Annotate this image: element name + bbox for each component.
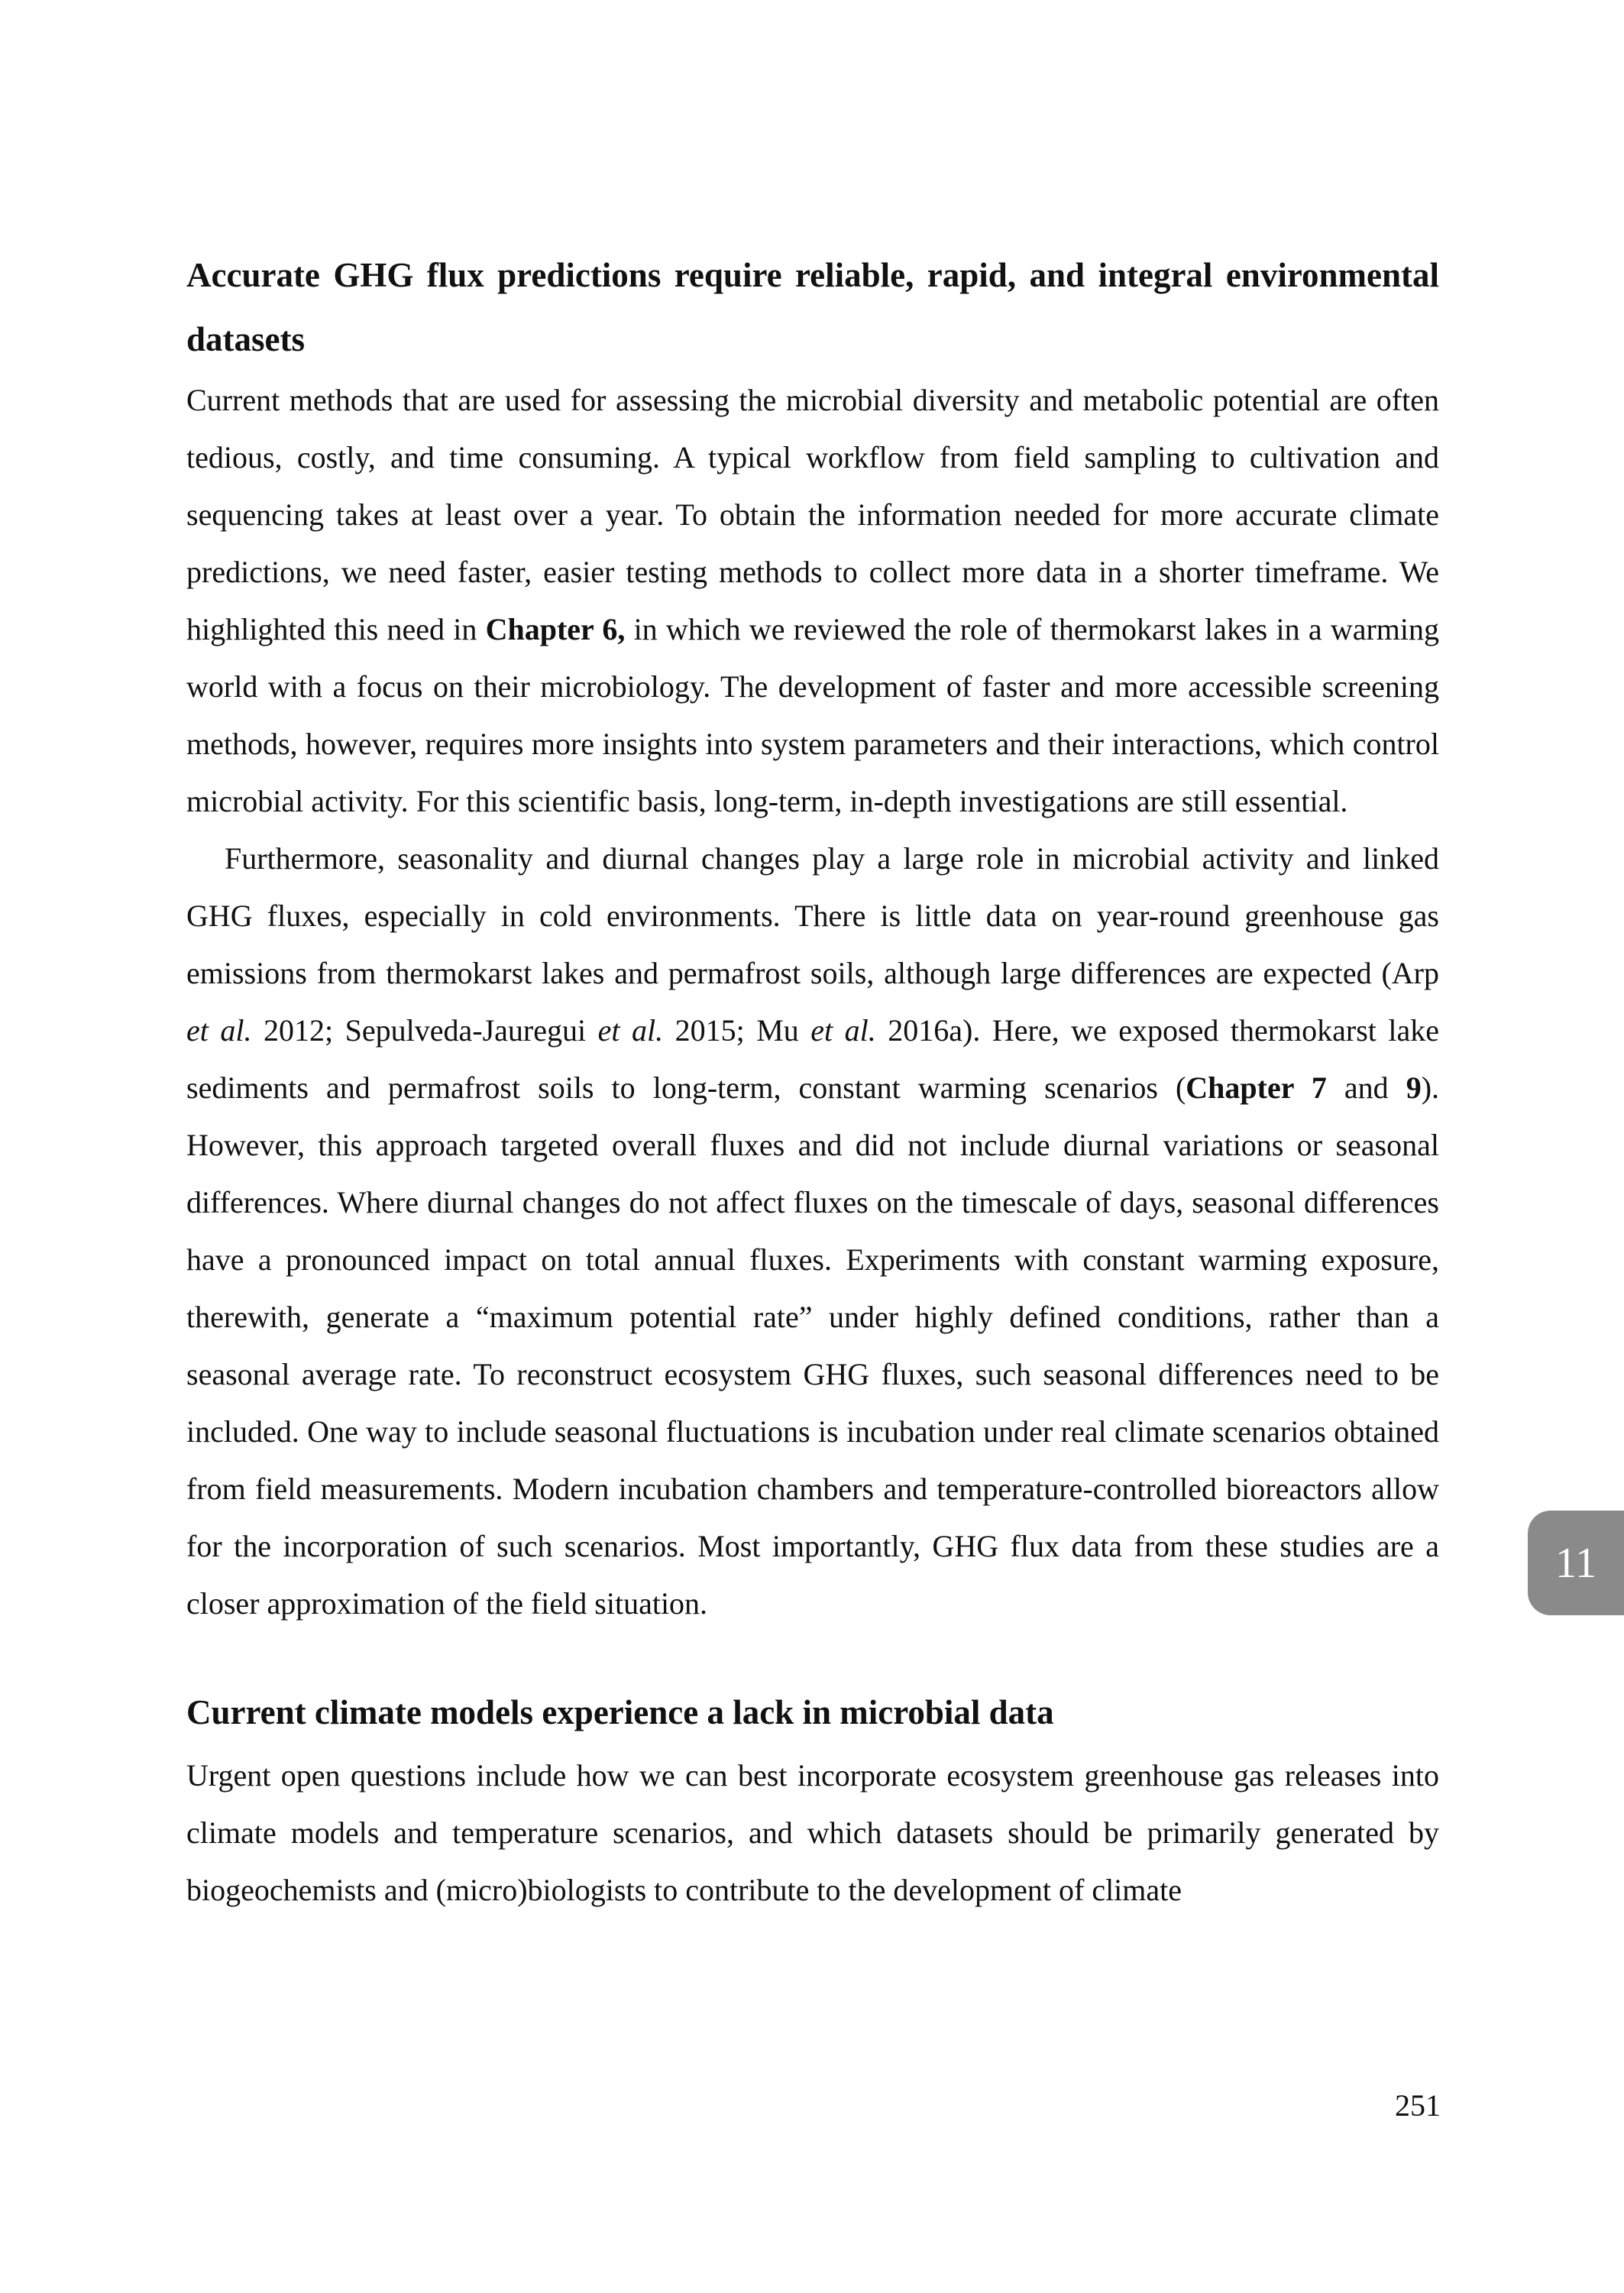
paragraph-text: 2015; Mu xyxy=(663,1013,811,1048)
paragraph-text: and xyxy=(1326,1070,1406,1105)
paragraph-text: ). However, this approach targeted overall fluxes and did not include diurnal variations or seasonal differences. Where diurnal changes do not affect fluxes on the timescale of days, seasonal differences have a pronounced impact on total annual fluxes. Experiments with constant warming exposure, therewith, generate a “maximum potential rate” under highly defined conditions, rather than a seasonal average rate. To reconstruct ecosystem GHG fluxes, such seasonal differences need to be included. One way to include seasonal fluctuations is incubation under real climate scenarios obtained from field measurements. Modern incubation chambers and temperature-controlled bioreactors allow for the incorporation of such scenarios. Most importantly, GHG flux data from these studies are a closer approximation of the field situation. xyxy=(186,1070,1440,1621)
citation-etal: et al. xyxy=(810,1013,876,1048)
chapter-reference: Chapter 7 xyxy=(1186,1070,1327,1105)
paragraph xyxy=(186,371,1439,830)
paragraph: Urgent open questions include how we can best incorporate ecosystem greenhouse gas releases into climate models and temperature scenarios, and which datasets should be primarily generated by biogeochemists and (micro)biologists to contribute to the development of climate xyxy=(186,1758,1439,1907)
page-number: 251 xyxy=(1395,2088,1441,2123)
paragraph-text: 2016a). Here, we exposed thermokarst lake sediments and permafrost soils to long-term, constant warming scenarios ( xyxy=(186,1013,1440,1105)
paragraph-text: Furthermore, seasonality and diurnal changes play a large role in microbial activity and linked GHG fluxes, especially in cold environments. There is little data on year-round greenhouse gas emissions from thermokarst lakes and permafrost soils, although large differences are expected (Arp xyxy=(186,841,1439,990)
citation-etal: et al. xyxy=(597,1013,664,1048)
chapter-tab: 11 xyxy=(1528,1511,1624,1615)
citation-etal: et al. xyxy=(186,1013,252,1048)
chapter-reference: Chapter 6, xyxy=(485,612,626,646)
paragraph-text: Current methods that are used for assessing the microbial diversity and metabolic potential are often tedious, costly, and time consuming. A typical workflow from field sampling to cultivation and sequencing takes at least over a year. To obtain the information needed for more accurate climate predictions, we need faster, easier testing methods to collect more data in a shorter timeframe. We highlighted this need in xyxy=(186,383,1439,646)
paragraph-text: in which we reviewed the role of thermokarst lakes in a warming world with a focus on their microbiology. The development of faster and more accessible screening methods, however, requires more insights into system parameters and their interactions, which control microbial activity. For this scientific basis, long-term, in-depth investigations are still essential. xyxy=(186,612,1440,818)
section-heading-ghg-flux: Accurate GHG flux predictions require reliable, rapid, and integral environmental datasets xyxy=(186,256,1439,358)
paragraph-text: 2012; Sepulveda-Jauregui xyxy=(251,1013,598,1048)
chapter-reference: 9 xyxy=(1406,1070,1422,1105)
paragraph xyxy=(186,830,1439,1632)
page-content xyxy=(186,243,1439,1919)
section-heading-climate-models: Current climate models experience a lack in microbial data xyxy=(186,1693,1054,1731)
